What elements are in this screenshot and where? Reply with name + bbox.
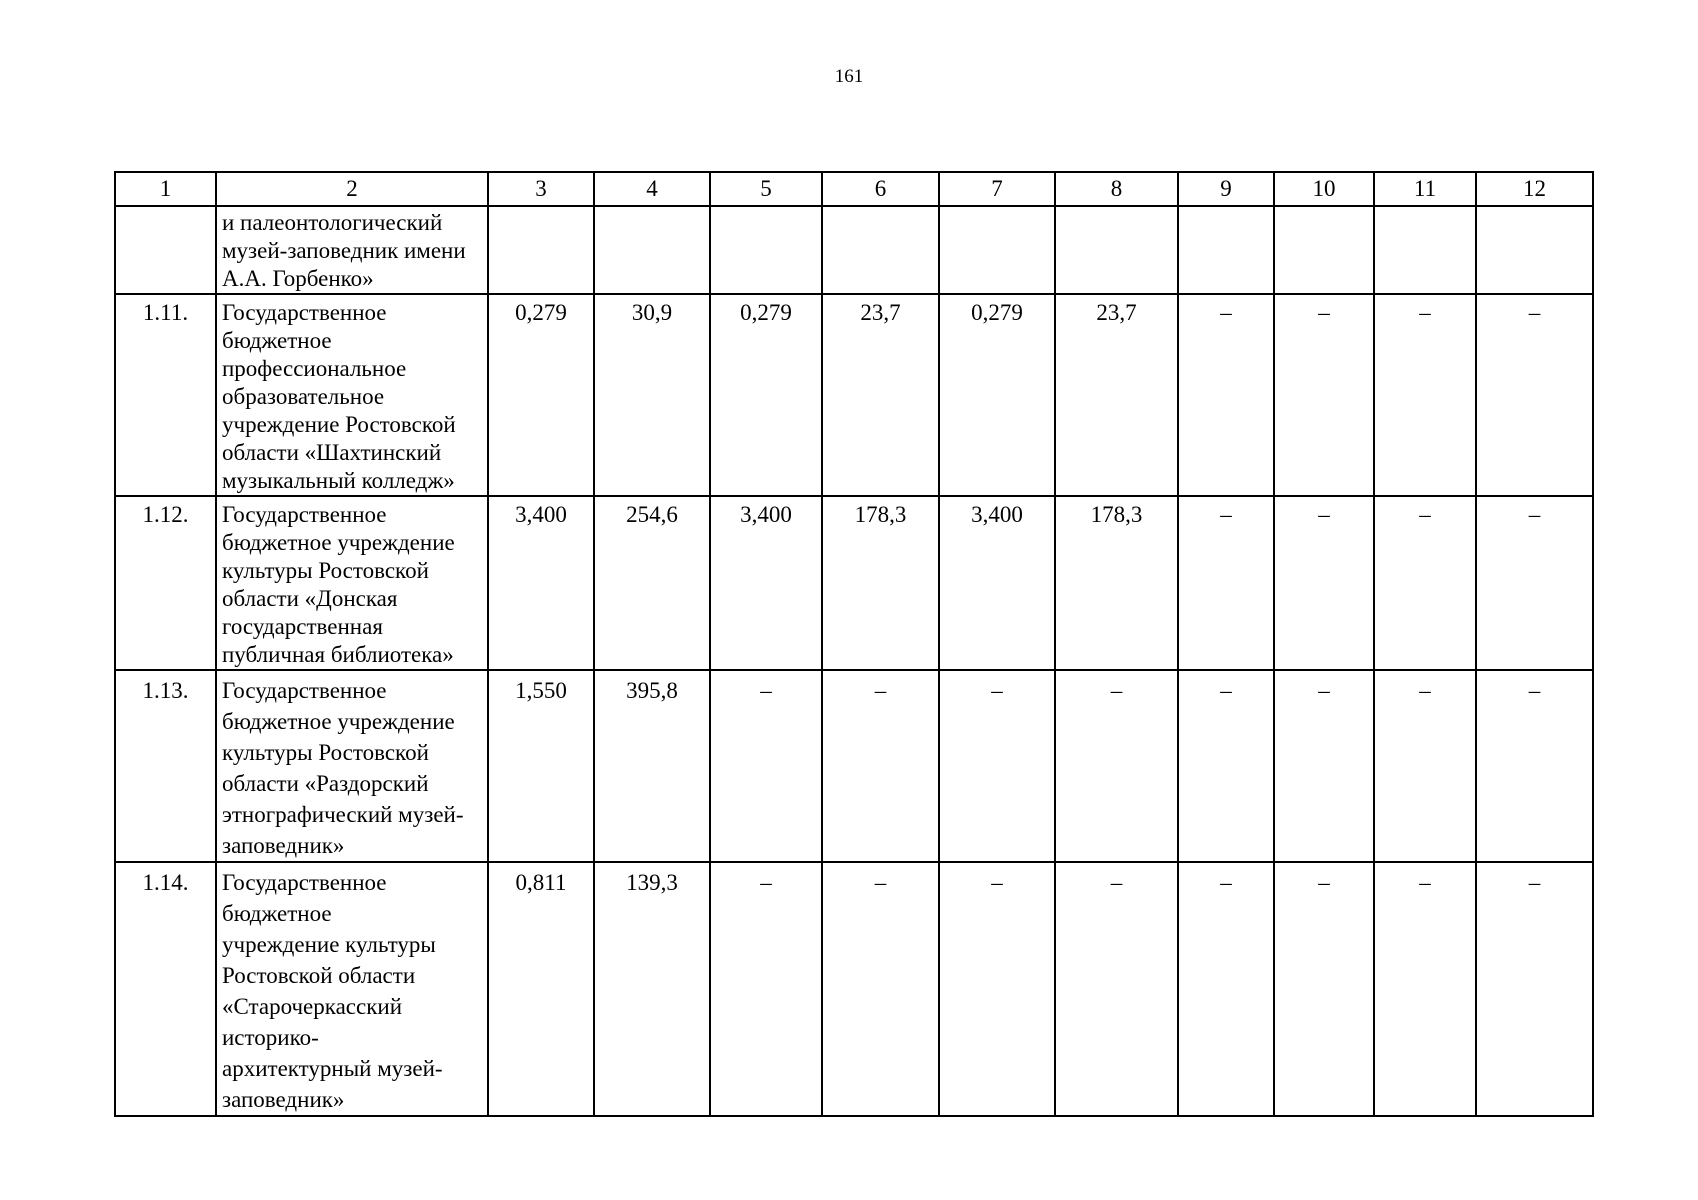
organization-name-line: Ростовской области <box>222 963 416 988</box>
column-index-cell: 8 <box>1055 172 1178 206</box>
organization-name-line: учреждение Ростовской <box>222 412 456 437</box>
value-cell: 3,400 <box>710 496 822 670</box>
value-cell: 178,3 <box>822 496 939 670</box>
value-cell: – <box>939 862 1055 1116</box>
organization-name-line: государственная <box>222 614 383 639</box>
value-cell: 0,279 <box>710 294 822 496</box>
column-index-cell: 6 <box>822 172 939 206</box>
value-cell: 254,6 <box>594 496 710 670</box>
value-cell: 23,7 <box>822 294 939 496</box>
value-cell: – <box>1476 862 1593 1116</box>
organization-name-line: бюджетное <box>222 328 332 353</box>
organization-name-line: области «Раздорский <box>222 771 429 796</box>
value-cell: 139,3 <box>594 862 710 1116</box>
value-cell: 30,9 <box>594 294 710 496</box>
column-index-cell: 10 <box>1274 172 1374 206</box>
value-cell <box>1476 206 1593 294</box>
value-cell: 3,400 <box>488 496 594 670</box>
value-cell: – <box>1178 294 1274 496</box>
value-cell: – <box>1178 862 1274 1116</box>
value-cell: – <box>1374 670 1476 862</box>
column-index-cell: 5 <box>710 172 822 206</box>
organization-name-line: заповедник» <box>222 1087 345 1112</box>
row-number-cell <box>115 206 216 294</box>
organization-name-line: музей-заповедник имени <box>222 238 466 263</box>
organization-name-line: заповедник» <box>222 833 345 858</box>
value-cell: – <box>1374 294 1476 496</box>
value-cell <box>1178 206 1274 294</box>
organization-name-line: культуры Ростовской <box>222 740 429 765</box>
table-row <box>115 862 1593 1116</box>
organization-name-cell <box>216 670 488 862</box>
column-index-cell: 3 <box>488 172 594 206</box>
column-index-cell: 12 <box>1476 172 1593 206</box>
organization-name-line: профессиональное <box>222 356 407 381</box>
value-cell <box>594 206 710 294</box>
value-cell <box>1374 206 1476 294</box>
value-cell: 0,811 <box>488 862 594 1116</box>
organization-name-line: бюджетное учреждение <box>222 709 455 734</box>
organization-name-line: области «Шахтинский <box>222 440 442 465</box>
table-row <box>115 670 1593 862</box>
organization-name-cell <box>216 294 488 496</box>
value-cell <box>1274 206 1374 294</box>
value-cell: – <box>710 862 822 1116</box>
page-number: 161 <box>834 66 864 87</box>
value-cell: – <box>1476 294 1593 496</box>
table-row <box>115 294 1593 496</box>
organization-name-line: А.А. Горбенко» <box>222 266 374 291</box>
value-cell: – <box>1178 670 1274 862</box>
organization-name-line: музыкальный колледж» <box>222 468 455 493</box>
column-index-cell: 11 <box>1374 172 1476 206</box>
organization-name-line: архитектурный музей- <box>222 1056 443 1081</box>
column-index-cell: 4 <box>594 172 710 206</box>
value-cell: – <box>1178 496 1274 670</box>
value-cell <box>488 206 594 294</box>
value-cell <box>1055 206 1178 294</box>
organization-name-line: образовательное <box>222 384 385 409</box>
value-cell: 0,279 <box>939 294 1055 496</box>
value-cell: 3,400 <box>939 496 1055 670</box>
row-number-cell: 1.11. <box>115 294 216 496</box>
row-number-cell: 1.13. <box>115 670 216 862</box>
value-cell: – <box>1055 670 1178 862</box>
table-row <box>115 206 1593 294</box>
value-cell: – <box>1274 496 1374 670</box>
organization-name-line: публичная библиотека» <box>222 642 454 667</box>
value-cell: – <box>1274 862 1374 1116</box>
value-cell: 23,7 <box>1055 294 1178 496</box>
value-cell: – <box>1274 294 1374 496</box>
organization-name-line: этнографический музей- <box>222 802 464 827</box>
organization-name-line: области «Донская <box>222 586 398 611</box>
value-cell <box>939 206 1055 294</box>
value-cell: – <box>939 670 1055 862</box>
value-cell: – <box>1374 862 1476 1116</box>
column-index-cell: 7 <box>939 172 1055 206</box>
value-cell: – <box>1374 496 1476 670</box>
value-cell: – <box>710 670 822 862</box>
organization-name-line: Государственное <box>222 502 387 527</box>
organization-name-line: бюджетное учреждение <box>222 530 455 555</box>
organization-name-cell <box>216 862 488 1116</box>
column-index-cell: 1 <box>115 172 216 206</box>
value-cell <box>822 206 939 294</box>
value-cell: – <box>1055 862 1178 1116</box>
value-cell: 178,3 <box>1055 496 1178 670</box>
value-cell: – <box>822 862 939 1116</box>
organization-name-cell <box>216 496 488 670</box>
organization-name-line: историко- <box>222 1025 319 1050</box>
value-cell: 1,550 <box>488 670 594 862</box>
row-number-cell: 1.14. <box>115 862 216 1116</box>
organization-name-line: бюджетное <box>222 901 332 926</box>
organization-name-line: Государственное <box>222 300 387 325</box>
organization-name-cell <box>216 206 488 294</box>
organization-name-line: культуры Ростовской <box>222 558 429 583</box>
table-row <box>115 496 1593 670</box>
value-cell: 0,279 <box>488 294 594 496</box>
value-cell: 395,8 <box>594 670 710 862</box>
organization-name-line: Государственное <box>222 870 387 895</box>
column-index-row <box>115 172 1593 206</box>
organization-name-line: Государственное <box>222 678 387 703</box>
column-index-cell: 2 <box>216 172 488 206</box>
value-cell: – <box>1476 496 1593 670</box>
value-cell: – <box>822 670 939 862</box>
organization-name-line: «Старочеркасский <box>222 994 403 1019</box>
organization-name-line: учреждение культуры <box>222 932 436 957</box>
organization-name-line: и палеонтологический <box>222 210 443 235</box>
row-number-cell: 1.12. <box>115 496 216 670</box>
column-index-cell: 9 <box>1178 172 1274 206</box>
value-cell: – <box>1476 670 1593 862</box>
value-cell <box>710 206 822 294</box>
value-cell: – <box>1274 670 1374 862</box>
data-table <box>114 171 1594 1117</box>
